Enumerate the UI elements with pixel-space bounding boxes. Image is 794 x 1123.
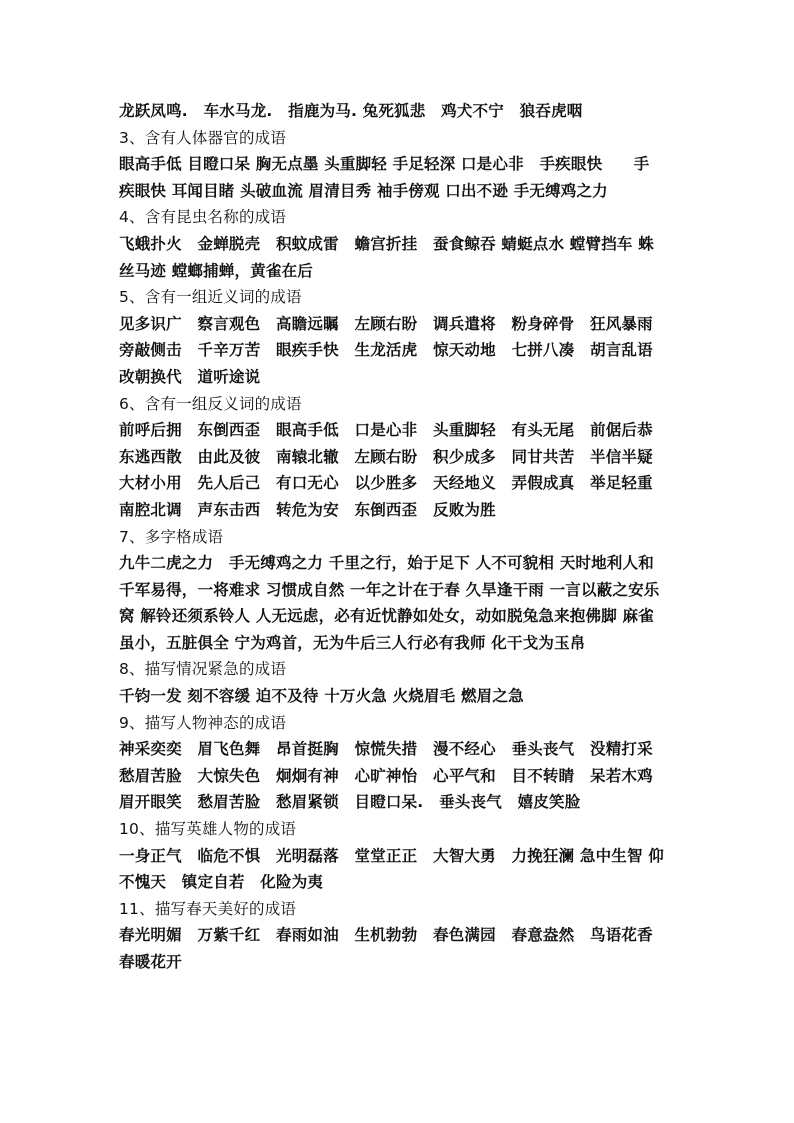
idiom-line: 九牛二虎之力 手无缚鸡之力 千里之行，始于足下 人不可貌相 天时地利人和	[119, 554, 654, 573]
idiom-line: 大材小用 先人后己 有口无心 以少胜多 天经地义 弄假成真 举足轻重	[119, 474, 653, 493]
idiom-line: 见多识广 察言观色 高瞻远瞩 左顾右盼 调兵遣将 粉身碎骨 狂风暴雨	[119, 314, 653, 333]
section-heading: 6、含有一组反义词的成语	[119, 394, 302, 413]
idiom-line: 眼高手低 目瞪口呆 胸无点墨 头重脚轻 手足轻深 口是心非 手疾眼快 手	[119, 155, 650, 174]
section-heading: 9、描写人物神态的成语	[119, 713, 287, 732]
idiom-line: 前呼后拥 东倒西歪 眼高手低 口是心非 头重脚轻 有头无尾 前倨后恭	[119, 421, 653, 440]
idiom-line: 疾眼快 耳闻目睹 头破血流 眉清目秀 袖手傍观 口出不逊 手无缚鸡之力	[119, 181, 608, 200]
idiom-line: 千钧一发 刻不容缓 迫不及待 十万火急 火烧眉毛 燃眉之急	[119, 687, 524, 706]
section-heading: 5、含有一组近义词的成语	[119, 288, 302, 307]
idiom-line: 愁眉苦脸 大惊失色 炯炯有神 心旷神怡 心平气和 目不转睛 呆若木鸡	[119, 766, 653, 785]
section-heading: 7、多字格成语	[119, 527, 224, 546]
section-heading: 3、含有人体器官的成语	[119, 128, 287, 147]
idiom-line: 春光明媚 万紫千红 春雨如油 生机勃勃 春色满园 春意盎然 鸟语花香	[119, 926, 653, 945]
idiom-line: 春暖花开	[119, 953, 182, 971]
idiom-line: 窝 解铃还须系铃人 人无远虑，必有近忧静如处女，动如脱兔急来抱佛脚 麻雀	[119, 607, 654, 626]
idiom-line: 千军易得，一将难求 习惯成自然 一年之计在于春 久旱逢干雨 一言以蔽之安乐	[119, 580, 660, 599]
idiom-line: 不愧天 镇定自若 化险为夷	[119, 873, 324, 892]
idiom-line: 虽小，五脏俱全 宁为鸡首，无为牛后三人行必有我师 化干戈为玉帛	[119, 633, 586, 652]
idiom-line: 飞蛾扑火 金蝉脱壳 积蚊成雷 蟾宫折挂 蚕食鲸吞 蜻蜓点水 螳臂挡车 蛛	[119, 234, 654, 253]
document-body	[119, 98, 681, 976]
idiom-line: 东逃西散 由此及彼 南辕北辙 左顾右盼 积少成多 同甘共苦 半信半疑	[119, 447, 653, 466]
idiom-line: 改朝换代 道听途说	[119, 367, 261, 386]
idiom-line: 龙跃凤鸣. 车水马龙. 指鹿为马. 兔死狐悲 鸡犬不宁 狼吞虎咽	[119, 102, 583, 120]
idiom-line: 南腔北调 声东击西 转危为安 东倒西歪 反败为胜	[119, 500, 496, 519]
idiom-line: 一身正气 临危不惧 光明磊落 堂堂正正 大智大勇 力挽狂澜 急中生智 仰	[119, 846, 664, 865]
section-heading: 8、描写情况紧急的成语	[119, 660, 287, 679]
section-heading: 11、描写春天美好的成语	[119, 899, 297, 918]
idiom-line: 眉开眼笑 愁眉苦脸 愁眉紧锁 目瞪口呆. 垂头丧气 嬉皮笑脸	[119, 793, 581, 812]
idiom-line: 神采奕奕 眉飞色舞 昂首挺胸 惊慌失措 漫不经心 垂头丧气 没精打采	[119, 740, 653, 759]
idiom-line: 旁敲侧击 千辛万苦 眼疾手快 生龙活虎 惊天动地 七拼八凑 胡言乱语	[119, 341, 653, 360]
section-heading: 4、含有昆虫名称的成语	[119, 208, 287, 227]
section-heading: 10、描写英雄人物的成语	[119, 820, 297, 839]
idiom-line: 丝马迹 螳螂捕蝉，黄雀在后	[119, 261, 313, 280]
